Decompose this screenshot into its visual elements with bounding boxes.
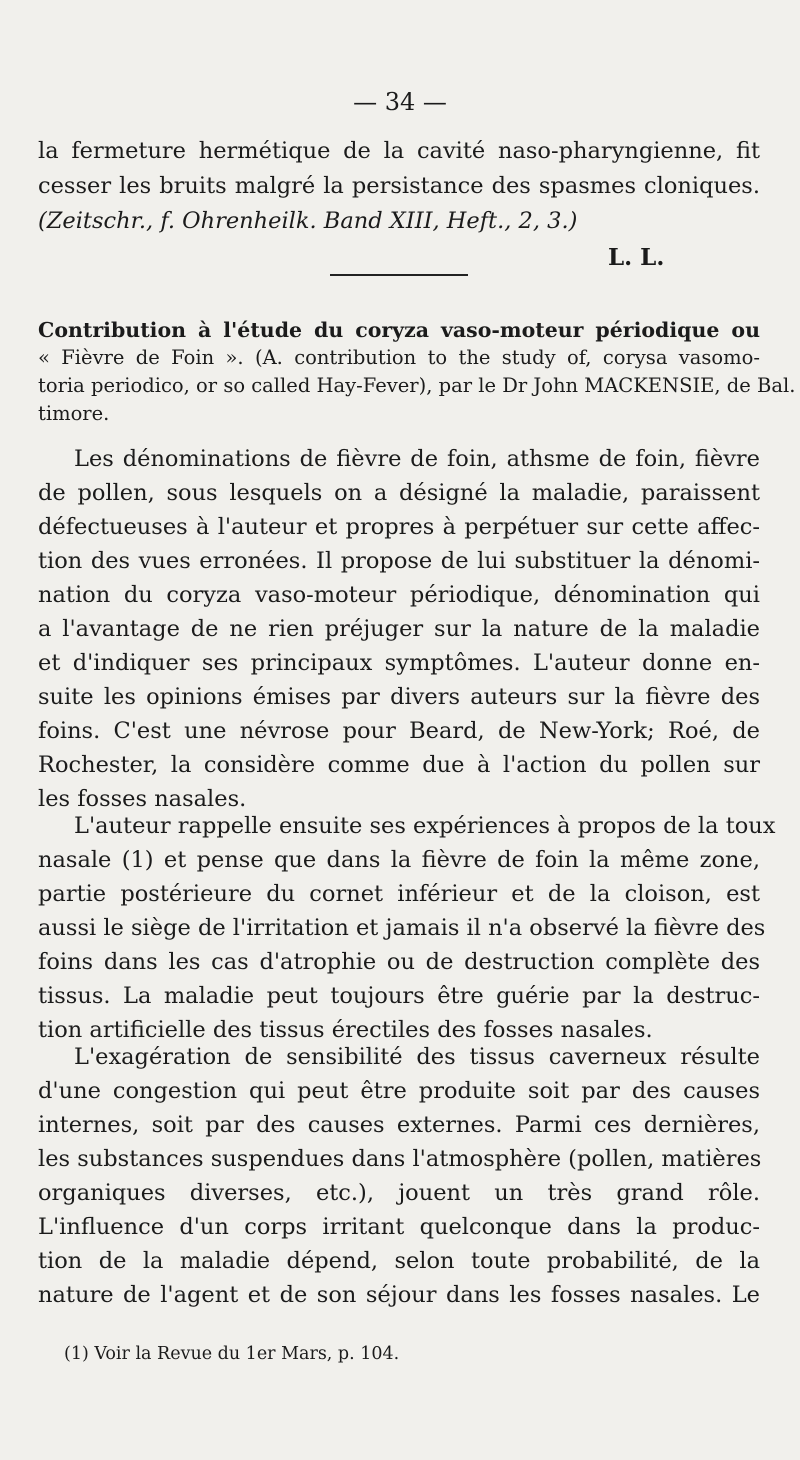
text-line: la fermeture hermétique de la cavité naso-pharyngienne, fit (38, 138, 760, 164)
title-line: toria periodico, or so called Hay-Fever), par le Dr John MACKENSIE, de Bal. (38, 374, 796, 397)
footnote: (1) Voir la Revue du 1er Mars, p. 104. (64, 1344, 400, 1364)
text-line: organiques diverses, etc.), jouent un très grand rôle. (38, 1180, 760, 1206)
text-line: a l'avantage de ne rien préjuger sur la nature de la maladie (38, 616, 760, 642)
author-signature: L. L. (608, 244, 665, 271)
page-number: — 34 — (353, 88, 447, 116)
citation-line: (Zeitschr., f. Ohrenheilk. Band XIII, Heft., 2, 3.) (38, 208, 578, 234)
text-line: foins. C'est une névrose pour Beard, de New-York; Roé, de (38, 718, 760, 744)
title-line: « Fièvre de Foin ». (A. contribution to the study of, corysa vasomo- (38, 346, 760, 369)
title-line: Contribution à l'étude du coryza vaso-moteur périodique ou (38, 318, 760, 342)
text-line: cesser les bruits malgré la persistance des spasmes cloniques. (38, 173, 760, 199)
text-line: L'exagération de sensibilité des tissus caverneux résulte (74, 1044, 760, 1070)
text-line: internes, soit par des causes externes. Parmi ces dernières, (38, 1112, 760, 1138)
text-line: les fosses nasales. (38, 786, 247, 812)
text-line: nature de l'agent et de son séjour dans les fosses nasales. Le (38, 1282, 760, 1308)
text-line: d'une congestion qui peut être produite soit par des causes (38, 1078, 760, 1104)
text-line: partie postérieure du cornet inférieur et de la cloison, est (38, 881, 760, 907)
text-line: Les dénominations de fièvre de foin, athsme de foin, fièvre (74, 446, 760, 472)
text-line: tissus. La maladie peut toujours être guérie par la destruc- (38, 983, 760, 1009)
text-line: défectueuses à l'auteur et propres à perpétuer sur cette affec- (38, 514, 760, 540)
text-line: de pollen, sous lesquels on a désigné la maladie, paraissent (38, 480, 760, 506)
text-line: L'auteur rappelle ensuite ses expériences à propos de la toux (74, 813, 776, 839)
text-line: nasale (1) et pense que dans la fièvre de foin la même zone, (38, 847, 760, 873)
title-line: timore. (38, 402, 110, 425)
text-line: suite les opinions émises par divers auteurs sur la fièvre des (38, 684, 760, 710)
text-line: aussi le siège de l'irritation et jamais il n'a observé la fièvre des (38, 915, 766, 941)
text-line: et d'indiquer ses principaux symptômes. L'auteur donne en- (38, 650, 760, 676)
text-line: nation du coryza vaso-moteur périodique, dénomination qui (38, 582, 760, 608)
text-line: les substances suspendues dans l'atmosphère (pollen, matières (38, 1146, 762, 1172)
text-line: tion de la maladie dépend, selon toute probabilité, de la (38, 1248, 760, 1274)
text-line: L'influence d'un corps irritant quelconque dans la produc- (38, 1214, 760, 1240)
text-line: foins dans les cas d'atrophie ou de destruction complète des (38, 949, 760, 975)
text-line: Rochester, la considère comme due à l'action du pollen sur (38, 752, 760, 778)
section-divider (330, 274, 468, 276)
text-line: tion des vues erronées. Il propose de lui substituer la dénomi- (38, 548, 760, 574)
text-line: tion artificielle des tissus érectiles des fosses nasales. (38, 1017, 653, 1043)
